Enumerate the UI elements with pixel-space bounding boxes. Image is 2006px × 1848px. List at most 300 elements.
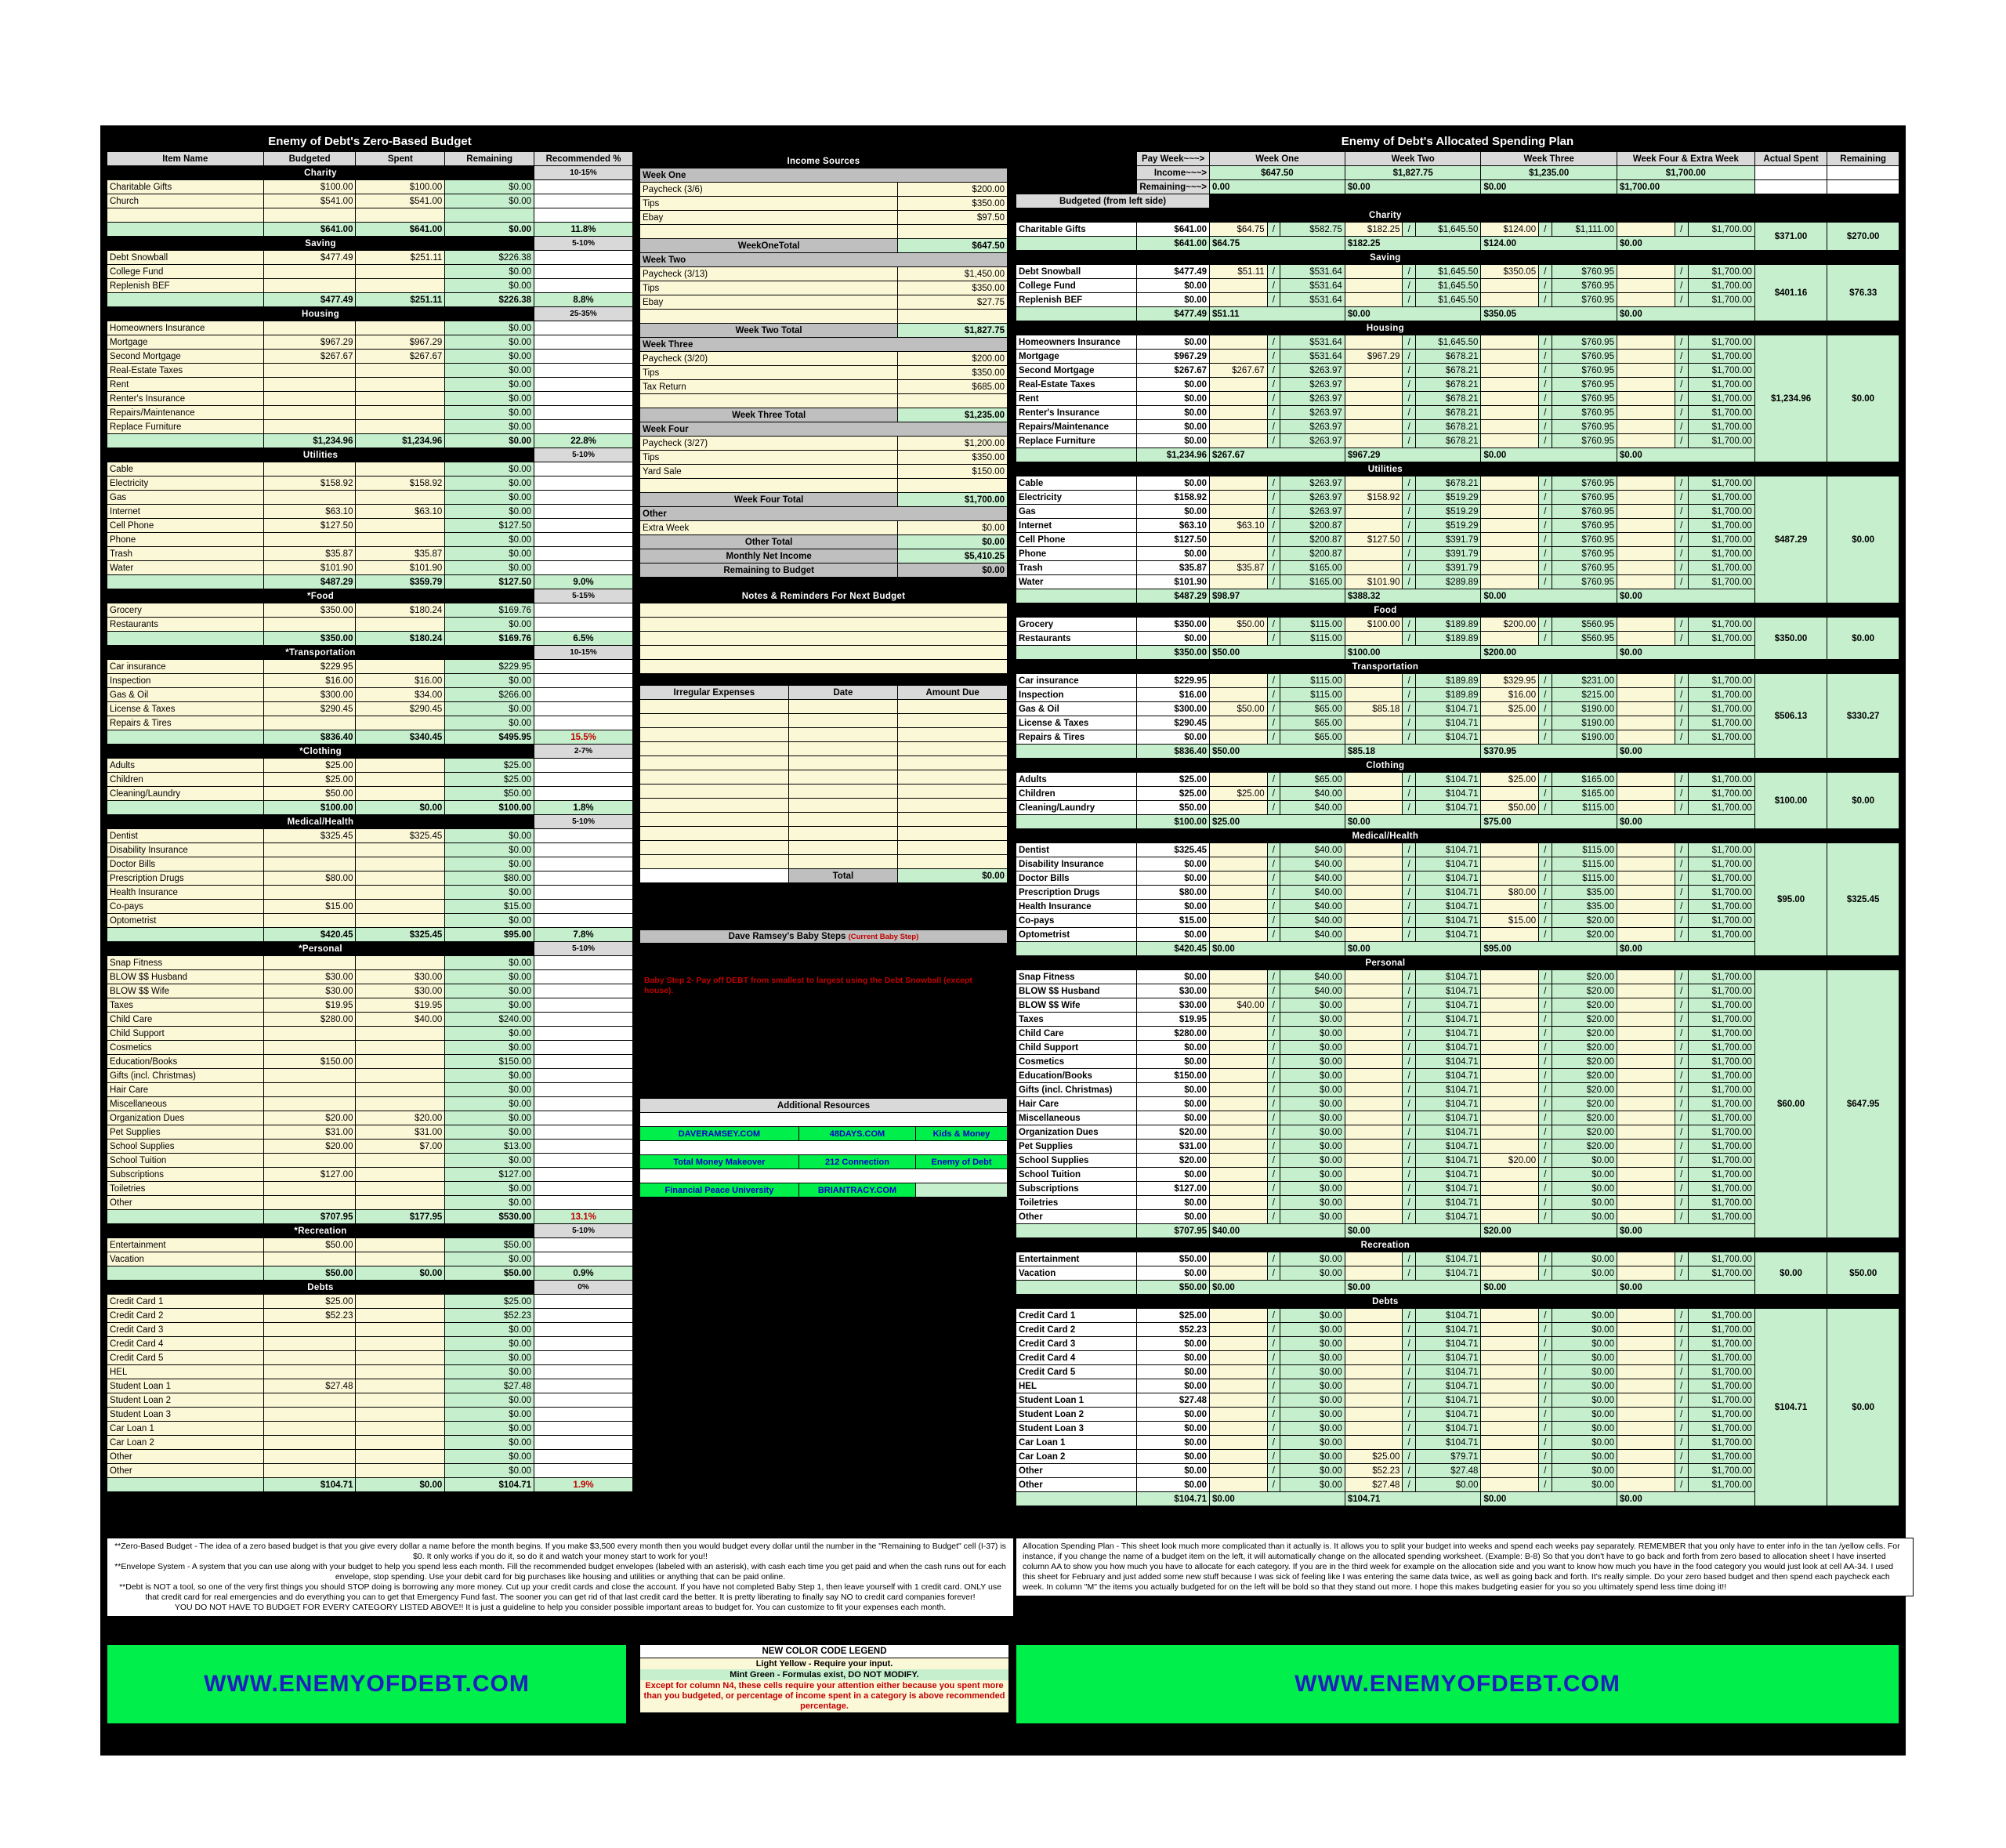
irregular-name[interactable] [640, 855, 789, 869]
left-row-budgeted[interactable]: $63.10 [263, 505, 356, 519]
left-row-budgeted[interactable] [263, 491, 356, 505]
left-row-spent[interactable]: $7.00 [356, 1140, 445, 1154]
right-row-w2-spent[interactable]: $127.50 [1345, 533, 1403, 547]
left-row-budgeted[interactable] [263, 1436, 356, 1450]
left-row[interactable] [107, 1083, 633, 1097]
irregular-row[interactable] [640, 799, 1008, 813]
right-row[interactable] [1016, 265, 1899, 279]
income-source-amount[interactable] [898, 394, 1008, 408]
right-row-w3-spent[interactable] [1481, 928, 1539, 942]
right-row-w2-spent[interactable] [1345, 1436, 1403, 1450]
irregular-name[interactable] [640, 841, 789, 855]
left-row-budgeted[interactable] [263, 1097, 356, 1111]
left-row-spent[interactable] [356, 392, 445, 406]
left-row-spent[interactable] [356, 660, 445, 674]
right-row-w3-spent[interactable] [1481, 1210, 1539, 1224]
left-row-item[interactable]: Subscriptions [107, 1168, 264, 1182]
right-row-w2-spent[interactable] [1345, 928, 1403, 942]
right-row-w2-spent[interactable] [1345, 1111, 1403, 1125]
income-source-amount[interactable] [898, 310, 1008, 324]
left-row-spent[interactable] [356, 378, 445, 392]
right-row-w2-spent[interactable] [1345, 1379, 1403, 1393]
income-source-name[interactable]: Tax Return [640, 380, 898, 394]
left-row-spent[interactable]: $290.45 [356, 702, 445, 716]
left-row-item[interactable]: Toiletries [107, 1182, 264, 1196]
irregular-date[interactable] [788, 841, 898, 855]
right-row-w3-spent[interactable] [1481, 1436, 1539, 1450]
right-row-w1-spent[interactable] [1210, 1450, 1268, 1464]
left-row-budgeted[interactable] [263, 1365, 356, 1379]
left-row[interactable] [107, 1295, 633, 1309]
left-row-item[interactable]: Other [107, 1196, 264, 1210]
right-row-w3-spent[interactable]: $20.00 [1481, 1154, 1539, 1168]
right-row-w4-spent[interactable] [1617, 378, 1675, 392]
right-row-w3-spent[interactable] [1481, 1337, 1539, 1351]
right-row-w3-spent[interactable] [1481, 392, 1539, 406]
income-source-row[interactable] [640, 521, 1008, 535]
left-row-budgeted[interactable] [263, 843, 356, 857]
left-row[interactable] [107, 1422, 633, 1436]
right-row-w3-spent[interactable] [1481, 406, 1539, 420]
left-row-budgeted[interactable] [263, 1252, 356, 1266]
right-row-w4-spent[interactable] [1617, 1027, 1675, 1041]
left-row[interactable] [107, 688, 633, 702]
left-row-budgeted[interactable]: $325.45 [263, 829, 356, 843]
right-row-w2-spent[interactable] [1345, 900, 1403, 914]
resources-link-row[interactable] [640, 1183, 1008, 1198]
income-source-amount[interactable]: $0.00 [898, 521, 1008, 535]
right-row-w3-spent[interactable]: $80.00 [1481, 886, 1539, 900]
right-row-w3-spent[interactable] [1481, 1196, 1539, 1210]
left-row-item[interactable]: Pet Supplies [107, 1125, 264, 1140]
left-row-item[interactable]: Grocery [107, 603, 264, 618]
right-row-w1-spent[interactable] [1210, 1182, 1268, 1196]
left-row-budgeted[interactable]: $31.00 [263, 1125, 356, 1140]
left-row-spent[interactable]: $967.29 [356, 335, 445, 350]
left-row-budgeted[interactable] [263, 1408, 356, 1422]
left-row-budgeted[interactable]: $30.00 [263, 984, 356, 998]
right-row-w2-spent[interactable] [1345, 632, 1403, 646]
income-source-name[interactable]: Tips [640, 366, 898, 380]
right-row-w2-spent[interactable] [1345, 1013, 1403, 1027]
left-row-budgeted[interactable]: $15.00 [263, 900, 356, 914]
left-row-budgeted[interactable] [263, 208, 356, 223]
right-row-w4-spent[interactable] [1617, 561, 1675, 575]
right-row-w1-spent[interactable] [1210, 547, 1268, 561]
income-source-row[interactable] [640, 281, 1008, 295]
right-row-w1-spent[interactable] [1210, 1309, 1268, 1323]
left-row[interactable] [107, 1323, 633, 1337]
irregular-date[interactable] [788, 813, 898, 827]
right-row-w2-spent[interactable] [1345, 1154, 1403, 1168]
left-row-spent[interactable] [356, 1069, 445, 1083]
right-row[interactable] [1016, 773, 1899, 787]
left-row-spent[interactable] [356, 956, 445, 970]
left-row-budgeted[interactable] [263, 956, 356, 970]
left-row-budgeted[interactable]: $35.87 [263, 547, 356, 561]
left-row[interactable] [107, 1337, 633, 1351]
footer-url-left[interactable]: WWW.ENEMYOFDEBT.COM [107, 1644, 627, 1724]
right-row-w4-spent[interactable] [1617, 476, 1675, 491]
left-row-item[interactable]: Student Loan 3 [107, 1408, 264, 1422]
left-row[interactable] [107, 1055, 633, 1069]
left-row[interactable] [107, 956, 633, 970]
right-row-w1-spent[interactable] [1210, 1027, 1268, 1041]
left-row[interactable] [107, 1111, 633, 1125]
left-row[interactable] [107, 787, 633, 801]
left-row-item[interactable]: Co-pays [107, 900, 264, 914]
left-row-spent[interactable] [356, 886, 445, 900]
right-row-w2-spent[interactable] [1345, 984, 1403, 998]
notes-row[interactable] [640, 632, 1008, 646]
right-row-w4-spent[interactable] [1617, 632, 1675, 646]
right-row-w4-spent[interactable] [1617, 1210, 1675, 1224]
right-row-w1-spent[interactable] [1210, 928, 1268, 942]
right-row-w2-spent[interactable] [1345, 335, 1403, 350]
income-source-amount[interactable]: $97.50 [898, 211, 1008, 225]
right-row-w2-spent[interactable] [1345, 1041, 1403, 1055]
left-row[interactable] [107, 900, 633, 914]
right-row-w2-spent[interactable]: $100.00 [1345, 618, 1403, 632]
left-row-spent[interactable] [356, 1436, 445, 1450]
right-row-w2-spent[interactable] [1345, 476, 1403, 491]
income-source-name[interactable]: Paycheck (3/20) [640, 352, 898, 366]
left-row[interactable] [107, 547, 633, 561]
right-row-w4-spent[interactable] [1617, 886, 1675, 900]
irregular-row[interactable] [640, 770, 1008, 784]
left-row-item[interactable]: Restaurants [107, 618, 264, 632]
left-row[interactable] [107, 618, 633, 632]
right-row-w4-spent[interactable] [1617, 364, 1675, 378]
right-row-w2-spent[interactable]: $967.29 [1345, 350, 1403, 364]
right-row-w4-spent[interactable] [1617, 702, 1675, 716]
left-row-item[interactable]: Gifts (incl. Christmas) [107, 1069, 264, 1083]
left-row-spent[interactable]: $40.00 [356, 1013, 445, 1027]
left-row-budgeted[interactable] [263, 406, 356, 420]
irregular-date[interactable] [788, 855, 898, 869]
irregular-name[interactable] [640, 770, 789, 784]
left-row[interactable] [107, 773, 633, 787]
left-row-budgeted[interactable]: $290.45 [263, 702, 356, 716]
right-row-w2-spent[interactable] [1345, 364, 1403, 378]
left-row-budgeted[interactable]: $127.00 [263, 1168, 356, 1182]
right-row-w3-spent[interactable]: $350.05 [1481, 265, 1539, 279]
left-row-budgeted[interactable]: $967.29 [263, 335, 356, 350]
right-row-w4-spent[interactable] [1617, 1111, 1675, 1125]
irregular-date[interactable] [788, 827, 898, 841]
left-row-budgeted[interactable] [263, 420, 356, 434]
right-row-w4-spent[interactable] [1617, 335, 1675, 350]
left-row-item[interactable]: School Supplies [107, 1140, 264, 1154]
irregular-date[interactable] [788, 700, 898, 714]
irregular-date[interactable] [788, 756, 898, 770]
left-row-budgeted[interactable]: $16.00 [263, 674, 356, 688]
irregular-amount[interactable] [898, 742, 1008, 756]
right-row-w2-spent[interactable] [1345, 773, 1403, 787]
right-row-w1-spent[interactable] [1210, 801, 1268, 815]
irregular-name[interactable] [640, 813, 789, 827]
left-row-budgeted[interactable]: $127.50 [263, 519, 356, 533]
left-row-budgeted[interactable] [263, 914, 356, 928]
right-row-w3-spent[interactable] [1481, 857, 1539, 871]
right-row-w4-spent[interactable] [1617, 1450, 1675, 1464]
left-row-spent[interactable] [356, 1393, 445, 1408]
irregular-date[interactable] [788, 714, 898, 728]
right-row-w3-spent[interactable] [1481, 378, 1539, 392]
left-row[interactable] [107, 1238, 633, 1252]
right-row[interactable] [1016, 476, 1899, 491]
left-row-spent[interactable]: $63.10 [356, 505, 445, 519]
left-row[interactable] [107, 1013, 633, 1027]
right-row-w3-spent[interactable] [1481, 1351, 1539, 1365]
right-row-w4-spent[interactable] [1617, 1422, 1675, 1436]
right-row-w2-spent[interactable] [1345, 1210, 1403, 1224]
left-row-item[interactable]: Second Mortgage [107, 350, 264, 364]
notes-row[interactable] [640, 618, 1008, 632]
notes-input-cell[interactable] [640, 646, 1008, 660]
left-row-budgeted[interactable]: $20.00 [263, 1111, 356, 1125]
notes-input-cell[interactable] [640, 618, 1008, 632]
right-row-w4-spent[interactable] [1617, 406, 1675, 420]
left-row-item[interactable]: Replenish BEF [107, 279, 264, 293]
right-row-w2-spent[interactable] [1345, 1069, 1403, 1083]
left-row-spent[interactable]: $100.00 [356, 180, 445, 194]
left-row-item[interactable]: Taxes [107, 998, 264, 1013]
right-row-w4-spent[interactable] [1617, 519, 1675, 533]
right-row-w3-spent[interactable] [1481, 505, 1539, 519]
right-row-w1-spent[interactable] [1210, 1422, 1268, 1436]
right-row-w2-spent[interactable] [1345, 1125, 1403, 1140]
right-row-w4-spent[interactable] [1617, 871, 1675, 886]
income-source-row[interactable] [640, 451, 1008, 465]
left-row-budgeted[interactable]: $50.00 [263, 1238, 356, 1252]
right-row-w4-spent[interactable] [1617, 1309, 1675, 1323]
right-row-w3-spent[interactable] [1481, 632, 1539, 646]
left-row-item[interactable]: Internet [107, 505, 264, 519]
right-row-w4-spent[interactable] [1617, 1182, 1675, 1196]
left-row-budgeted[interactable] [263, 618, 356, 632]
left-row-item[interactable]: Gas [107, 491, 264, 505]
left-row-item[interactable]: Cell Phone [107, 519, 264, 533]
left-row-item[interactable]: Entertainment [107, 1238, 264, 1252]
right-row-w3-spent[interactable] [1481, 1464, 1539, 1478]
right-row-w4-spent[interactable] [1617, 1408, 1675, 1422]
left-row[interactable] [107, 702, 633, 716]
right-row-w1-spent[interactable] [1210, 1154, 1268, 1168]
left-row-spent[interactable]: $35.87 [356, 547, 445, 561]
right-row[interactable] [1016, 1252, 1899, 1266]
left-row-budgeted[interactable] [263, 1069, 356, 1083]
right-row-w1-spent[interactable] [1210, 1111, 1268, 1125]
right-row-w1-spent[interactable] [1210, 279, 1268, 293]
right-row-w2-spent[interactable] [1345, 378, 1403, 392]
left-row-budgeted[interactable] [263, 462, 356, 476]
left-row-item[interactable]: Child Support [107, 1027, 264, 1041]
left-row-spent[interactable]: $101.90 [356, 561, 445, 575]
right-row-w2-spent[interactable] [1345, 1083, 1403, 1097]
left-row-budgeted[interactable] [263, 1027, 356, 1041]
right-row-w1-spent[interactable] [1210, 1408, 1268, 1422]
right-row-w4-spent[interactable] [1617, 223, 1675, 237]
left-row-budgeted[interactable]: $350.00 [263, 603, 356, 618]
right-row-w2-spent[interactable] [1345, 434, 1403, 448]
income-source-name[interactable]: Tips [640, 281, 898, 295]
right-row-w4-spent[interactable] [1617, 1351, 1675, 1365]
left-row[interactable] [107, 420, 633, 434]
left-row[interactable] [107, 1182, 633, 1196]
right-row-w2-spent[interactable] [1345, 688, 1403, 702]
right-row-w4-spent[interactable] [1617, 1196, 1675, 1210]
left-row-spent[interactable] [356, 1238, 445, 1252]
left-row-budgeted[interactable]: $541.00 [263, 194, 356, 208]
left-row[interactable] [107, 1154, 633, 1168]
irregular-date[interactable] [788, 742, 898, 756]
right-row-w2-spent[interactable] [1345, 1140, 1403, 1154]
right-row-w1-spent[interactable] [1210, 350, 1268, 364]
income-source-row[interactable] [640, 197, 1008, 211]
right-row-w2-spent[interactable] [1345, 1182, 1403, 1196]
left-row-spent[interactable] [356, 618, 445, 632]
right-row-w3-spent[interactable] [1481, 1182, 1539, 1196]
irregular-amount[interactable] [898, 827, 1008, 841]
income-source-amount[interactable]: $200.00 [898, 183, 1008, 197]
left-row-spent[interactable] [356, 1295, 445, 1309]
left-row-item[interactable]: Prescription Drugs [107, 871, 264, 886]
right-row-w2-spent[interactable] [1345, 716, 1403, 730]
resources-link-row[interactable] [640, 1127, 1008, 1141]
left-row[interactable] [107, 886, 633, 900]
left-row-spent[interactable] [356, 1351, 445, 1365]
irregular-amount[interactable] [898, 700, 1008, 714]
left-row-budgeted[interactable] [263, 886, 356, 900]
right-row-w4-spent[interactable] [1617, 1323, 1675, 1337]
left-row[interactable] [107, 829, 633, 843]
left-row-spent[interactable] [356, 716, 445, 730]
irregular-row[interactable] [640, 841, 1008, 855]
income-source-row[interactable] [640, 310, 1008, 324]
irregular-amount[interactable] [898, 756, 1008, 770]
irregular-amount[interactable] [898, 841, 1008, 855]
right-row-w1-spent[interactable] [1210, 1436, 1268, 1450]
left-row-budgeted[interactable] [263, 1464, 356, 1478]
left-row[interactable] [107, 970, 633, 984]
right-row-w3-spent[interactable] [1481, 1041, 1539, 1055]
right-row-w1-spent[interactable] [1210, 1196, 1268, 1210]
right-row-w4-spent[interactable] [1617, 984, 1675, 998]
left-row-item[interactable]: Other [107, 1450, 264, 1464]
resource-link-0-0[interactable]: DAVERAMSEY.COM [640, 1127, 799, 1141]
right-row-w3-spent[interactable] [1481, 1309, 1539, 1323]
left-row-budgeted[interactable]: $267.67 [263, 350, 356, 364]
right-row-w3-spent[interactable]: $16.00 [1481, 688, 1539, 702]
left-row-budgeted[interactable]: $27.48 [263, 1379, 356, 1393]
left-row-spent[interactable]: $325.45 [356, 829, 445, 843]
left-row-spent[interactable] [356, 533, 445, 547]
left-row-budgeted[interactable] [263, 392, 356, 406]
left-row[interactable] [107, 265, 633, 279]
right-row-w4-spent[interactable] [1617, 547, 1675, 561]
left-row-budgeted[interactable] [263, 378, 356, 392]
notes-input-cell[interactable] [640, 632, 1008, 646]
right-row-w1-spent[interactable] [1210, 970, 1268, 984]
right-row-w1-spent[interactable] [1210, 900, 1268, 914]
income-source-row[interactable] [640, 380, 1008, 394]
left-row[interactable] [107, 998, 633, 1013]
right-row-w3-spent[interactable] [1481, 1055, 1539, 1069]
left-row-item[interactable]: Replace Furniture [107, 420, 264, 434]
right-row-w4-spent[interactable] [1617, 434, 1675, 448]
right-row-w2-spent[interactable]: $158.92 [1345, 491, 1403, 505]
right-row-w3-spent[interactable] [1481, 900, 1539, 914]
right-row-w2-spent[interactable]: $101.90 [1345, 575, 1403, 589]
right-row-w4-spent[interactable] [1617, 491, 1675, 505]
right-row-w3-spent[interactable] [1481, 1140, 1539, 1154]
income-source-name[interactable]: Tips [640, 451, 898, 465]
right-row-w2-spent[interactable] [1345, 1422, 1403, 1436]
right-row-w1-spent[interactable] [1210, 1351, 1268, 1365]
left-row-spent[interactable] [356, 1154, 445, 1168]
right-row-w4-spent[interactable] [1617, 716, 1675, 730]
left-row-spent[interactable] [356, 1168, 445, 1182]
left-row-spent[interactable] [356, 871, 445, 886]
income-source-row[interactable] [640, 267, 1008, 281]
right-row-w3-spent[interactable] [1481, 1393, 1539, 1408]
right-row-w1-spent[interactable]: $64.75 [1210, 223, 1268, 237]
left-row[interactable] [107, 1464, 633, 1478]
left-row-spent[interactable] [356, 1252, 445, 1266]
right-row-w4-spent[interactable] [1617, 998, 1675, 1013]
left-row-item[interactable]: Hair Care [107, 1083, 264, 1097]
right-row-w1-spent[interactable] [1210, 1013, 1268, 1027]
right-row-w4-spent[interactable] [1617, 1168, 1675, 1182]
left-row-item[interactable]: Cable [107, 462, 264, 476]
left-row-budgeted[interactable] [263, 364, 356, 378]
right-row-w3-spent[interactable] [1481, 1422, 1539, 1436]
right-row-w1-spent[interactable] [1210, 773, 1268, 787]
right-row-w3-spent[interactable] [1481, 547, 1539, 561]
left-row[interactable] [107, 335, 633, 350]
income-source-name[interactable]: Extra Week [640, 521, 898, 535]
notes-input-cell[interactable] [640, 603, 1008, 618]
left-row-spent[interactable] [356, 1323, 445, 1337]
left-row-budgeted[interactable]: $477.49 [263, 251, 356, 265]
right-row-w3-spent[interactable] [1481, 716, 1539, 730]
right-row-w2-spent[interactable] [1345, 1196, 1403, 1210]
left-row[interactable] [107, 1408, 633, 1422]
left-row-item[interactable]: School Tuition [107, 1154, 264, 1168]
left-row-spent[interactable] [356, 406, 445, 420]
left-row-spent[interactable]: $251.11 [356, 251, 445, 265]
left-row-spent[interactable]: $30.00 [356, 970, 445, 984]
left-row-spent[interactable] [356, 1041, 445, 1055]
left-row-budgeted[interactable]: $300.00 [263, 688, 356, 702]
right-row-w4-spent[interactable] [1617, 674, 1675, 688]
resource-link-1-1[interactable]: 212 Connection [798, 1155, 915, 1169]
left-row[interactable] [107, 505, 633, 519]
resource-link-0-1[interactable]: 48DAYS.COM [798, 1127, 915, 1141]
left-row-budgeted[interactable]: $20.00 [263, 1140, 356, 1154]
left-row-spent[interactable]: $31.00 [356, 1125, 445, 1140]
right-row-w2-spent[interactable] [1345, 871, 1403, 886]
left-row-spent[interactable] [356, 321, 445, 335]
right-row-w4-spent[interactable] [1617, 787, 1675, 801]
right-row[interactable] [1016, 843, 1899, 857]
right-row-w3-spent[interactable] [1481, 998, 1539, 1013]
left-row-item[interactable]: Optometrist [107, 914, 264, 928]
right-row-w4-spent[interactable] [1617, 618, 1675, 632]
income-source-amount[interactable]: $350.00 [898, 451, 1008, 465]
right-row-w3-spent[interactable] [1481, 364, 1539, 378]
